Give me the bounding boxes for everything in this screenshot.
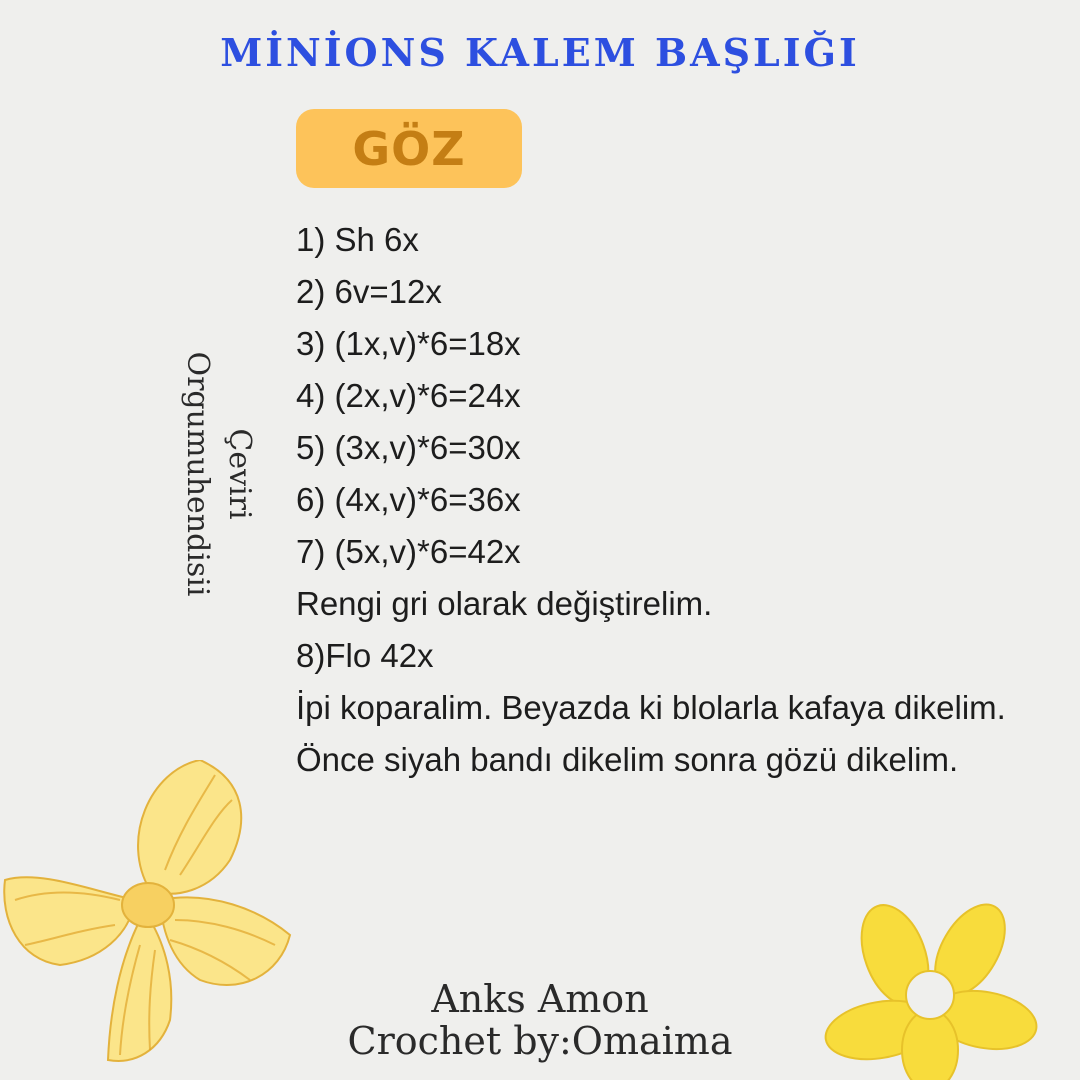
closing-paragraph: İpi koparalim. Beyazda ki blolarla kafaya dikelim. Önce siyah bandı dikelim sonra gözü dikelim. <box>296 689 1006 778</box>
color-change-note: Rengi gri olarak değiştirelim. <box>296 585 713 622</box>
bow-icon <box>0 760 300 1070</box>
page-title: MİNİONS KALEM BAŞLIĞI <box>220 30 860 75</box>
flower-icon <box>820 900 1040 1080</box>
side-credit-line1: Çeviri <box>222 428 257 520</box>
step-2: 2) 6v=12x <box>296 273 442 310</box>
side-credit-line2: Orgumuhendisii <box>180 351 215 597</box>
footer-credit <box>290 978 790 1062</box>
step-3: 3) (1x,v)*6=18x <box>296 325 521 362</box>
step-6: 6) (4x,v)*6=36x <box>296 481 521 518</box>
footer-line1: Anks Amon <box>431 977 649 1021</box>
section-badge-label: GÖZ <box>352 121 466 176</box>
footer-line2: Crochet by:Omaima <box>347 1019 733 1063</box>
side-credit <box>176 294 260 654</box>
section-badge <box>296 109 522 188</box>
step-5: 5) (3x,v)*6=30x <box>296 429 521 466</box>
step-1: 1) Sh 6x <box>296 221 419 258</box>
instructions <box>296 214 1066 786</box>
step-4: 4) (2x,v)*6=24x <box>296 377 521 414</box>
step-7: 7) (5x,v)*6=42x <box>296 533 521 570</box>
step-8: 8)Flo 42x <box>296 637 434 674</box>
